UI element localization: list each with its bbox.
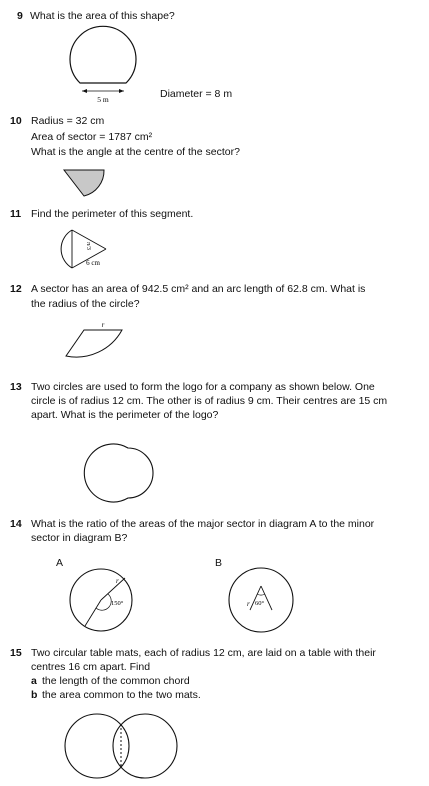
q14a-radius-label: r [116,577,119,585]
q9-diameter-text: Diameter = 8 m [160,88,233,100]
question-10-line-1: Radius = 32 cm [31,115,105,127]
question-10-number: 10 [10,115,22,127]
q9-base-label: 5 m [97,95,109,104]
figure-q14-diagram-a [66,565,136,635]
q14b-radius-label: r [247,600,250,608]
q14a-radius-1 [101,578,125,600]
figure-q10-sector [60,166,110,200]
q12-sector-shape [66,330,122,357]
question-14-line-1: What is the ratio of the areas of the major sector in diagram A to the minor [31,518,375,530]
question-12-line-2: the radius of the circle? [31,298,140,310]
q11-angle-label: π/3 [85,242,91,250]
q15-part-b-text: the area common to the two mats. [42,689,201,701]
q15-mat-left [65,714,129,778]
q14b-angle-label: 60° [255,600,265,607]
q14a-angle-label: 150° [111,600,124,607]
question-15-number: 15 [10,647,22,659]
q9-arrow-right [119,89,124,93]
q15-part-b-letter: b [31,689,38,701]
figure-q11-segment [60,226,120,274]
question-15-line-1: Two circular table mats, each of radius 12 cm, are laid on a table with their [31,647,376,659]
question-13-line-2: circle is of radius 12 cm. The other is of radius 9 cm. Their centres are 15 cm [31,395,388,407]
q13-logo-outline [84,444,153,502]
figure-q13-logo [64,438,164,508]
question-14-number: 14 [10,518,22,530]
q15-part-a-text: the length of the common chord [42,675,190,687]
question-15-line-2: centres 16 cm apart. Find [31,661,151,673]
q14b-angle-arc [257,594,265,595]
question-11-number: 11 [10,208,22,220]
question-10-line-2: Area of sector = 1787 cm² [31,131,153,143]
question-12-line-1: A sector has an area of 942.5 cm² and an arc length of 62.8 cm. What is [31,283,366,295]
q14-diagram-b-label: B [215,557,223,569]
question-13-line-3: apart. What is the perimeter of the logo? [31,409,219,421]
question-14-line-2: sector in diagram B? [31,532,128,544]
question-13-number: 13 [10,381,22,393]
q11-arc [61,230,72,268]
question-9-text: What is the area of this shape? [30,10,175,22]
question-10-line-3: What is the angle at the centre of the sector? [31,146,240,158]
q12-radius-label: r [101,321,105,329]
figure-q15-two-mats [62,708,192,786]
question-11-text: Find the perimeter of this segment. [31,208,194,220]
question-9-number: 9 [17,10,23,22]
figure-q12-sector [62,318,138,362]
q9-major-segment [70,26,136,83]
question-13-line-1: Two circles are used to form the logo for a company as shown below. One [31,381,375,393]
q15-mat-right [113,714,177,778]
q10-sector-shape [64,170,104,196]
q9-arrow-left [82,89,87,93]
q14a-angle-arc [96,594,111,610]
q14a-radius-2 [85,600,101,626]
q14-diagram-a-label: A [56,557,64,569]
q11-length-label: 6 cm [86,259,100,267]
q15-part-a-letter: a [31,675,37,687]
question-12-number: 12 [10,283,22,295]
figure-q14-diagram-b [226,565,296,635]
